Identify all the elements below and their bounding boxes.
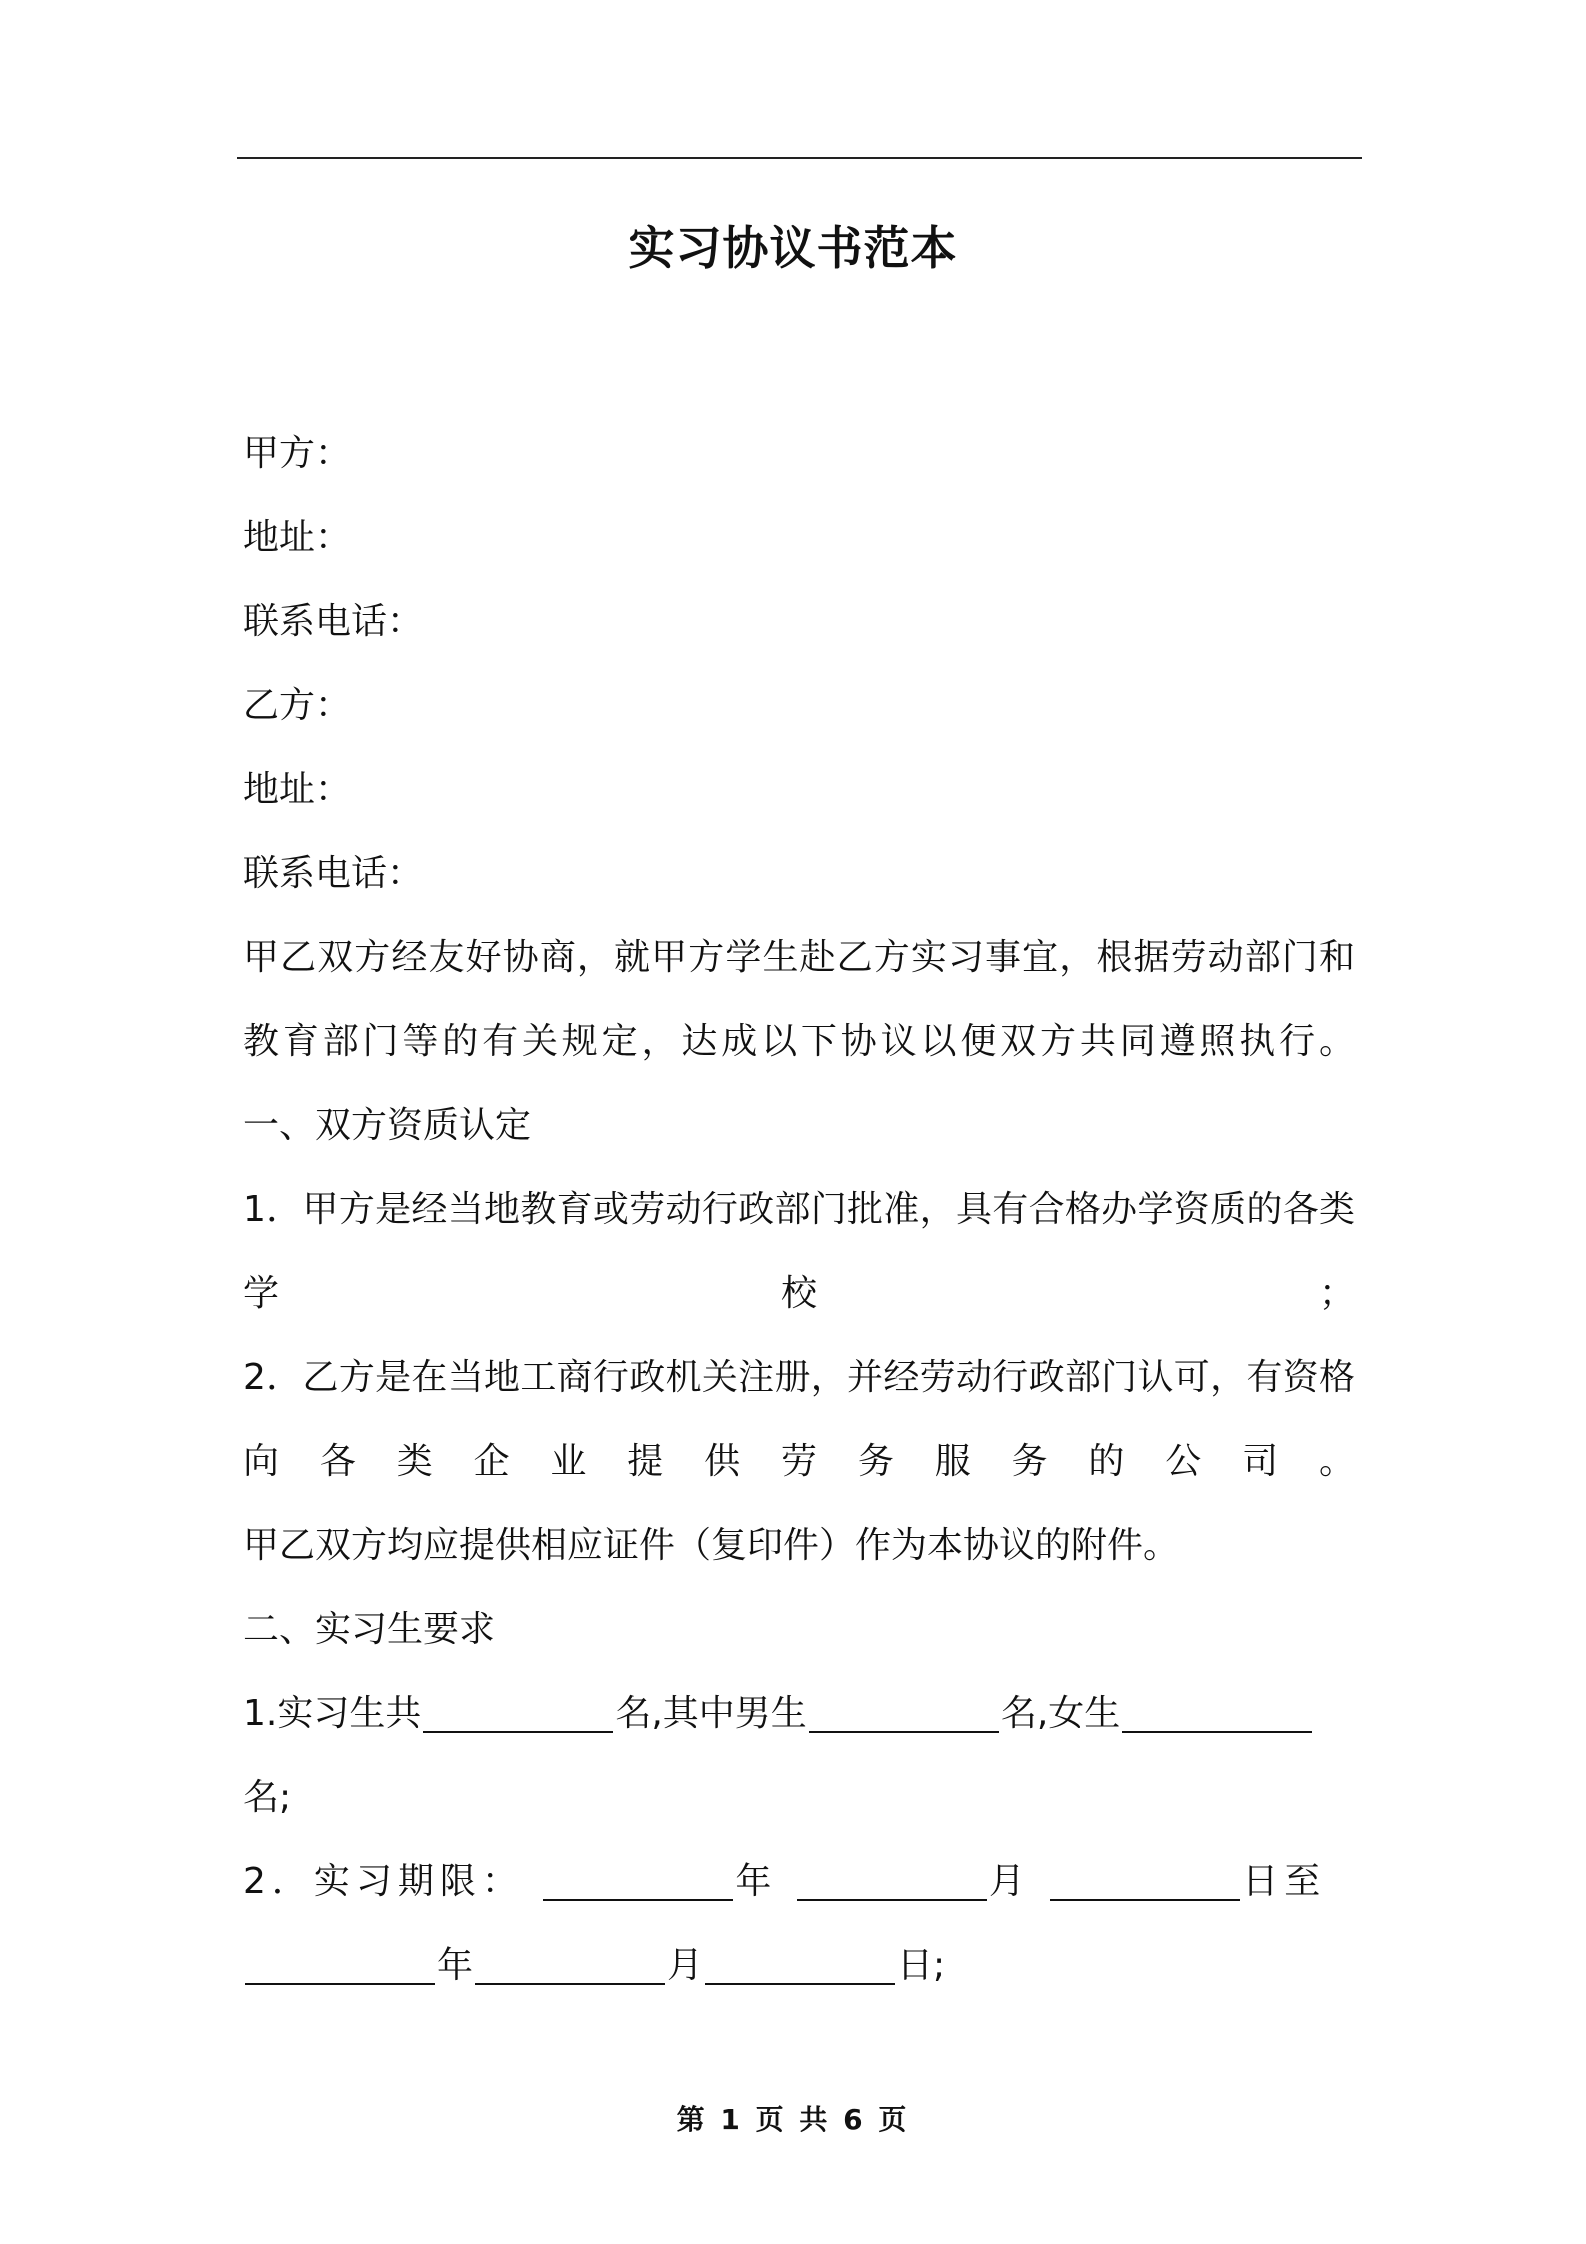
- end-month-blank[interactable]: [475, 1947, 665, 1985]
- intern-total-blank[interactable]: [423, 1695, 613, 1733]
- start-day-label: 日至: [1242, 1861, 1327, 1902]
- start-day-blank[interactable]: [1050, 1863, 1240, 1901]
- document-title: 实习协议书范本: [628, 221, 958, 275]
- end-month-label: 月: [667, 1945, 704, 1986]
- document-body: [243, 412, 1355, 2008]
- intern-male-blank[interactable]: [809, 1695, 999, 1733]
- intern-male-prefix: 名,其中男生: [615, 1693, 807, 1734]
- party-b-address-label: 地址：: [243, 769, 352, 810]
- page-number-footer: 第 1 页 共 6 页: [676, 2103, 910, 2136]
- section2-item1-line1: [243, 1672, 1355, 1756]
- section2-item2-line2: [243, 1924, 1355, 2008]
- party-b-phone-label: 联系电话：: [243, 853, 424, 894]
- party-a-phone-label: 联系电话：: [243, 601, 424, 642]
- start-month-label: 月: [988, 1861, 1031, 1902]
- end-year-blank[interactable]: [245, 1947, 435, 1985]
- start-year-blank[interactable]: [543, 1863, 733, 1901]
- party-a-name-label: 甲方：: [243, 433, 352, 474]
- section1-note: 甲乙双方均应提供相应证件（复印件）作为本协议的附件。: [243, 1525, 1180, 1566]
- section2-item2-line1: [243, 1840, 1355, 1924]
- party-b-name-label: 乙方：: [243, 685, 352, 726]
- party-a-address-label: 地址：: [243, 517, 352, 558]
- intern-count-suffix: 名;: [243, 1777, 292, 1818]
- section2-item1-line2: [243, 1756, 1355, 1840]
- section2-heading: 二、实习生要求: [243, 1609, 496, 1650]
- intro-paragraph: 甲乙双方经友好协商，就甲方学生赴乙方实习事宜，根据劳动部门和教育部门等的有关规定，达成以下协议以便双方共同遵照执行。: [243, 937, 1355, 1062]
- period-prefix: 2．实习期限：: [243, 1861, 524, 1902]
- section1-item1: 1．甲方是经当地教育或劳动行政部门批准，具有合格办学资质的各类学校；: [243, 1189, 1355, 1314]
- intern-total-prefix: 1.实习生共: [243, 1693, 422, 1734]
- end-day-label: 日;: [897, 1945, 946, 1986]
- end-year-label: 年: [437, 1945, 474, 1986]
- section1-item2: 2．乙方是在当地工商行政机关注册，并经劳动行政部门认可，有资格向各类企业提供劳务服务的公司。: [243, 1357, 1355, 1482]
- intern-female-prefix: 名,女生: [1000, 1693, 1121, 1734]
- start-year-label: 年: [735, 1861, 778, 1902]
- section1-heading: 一、双方资质认定: [243, 1105, 532, 1146]
- header-rule: [237, 157, 1362, 159]
- start-month-blank[interactable]: [797, 1863, 987, 1901]
- intern-female-blank[interactable]: [1122, 1695, 1312, 1733]
- end-day-blank[interactable]: [705, 1947, 895, 1985]
